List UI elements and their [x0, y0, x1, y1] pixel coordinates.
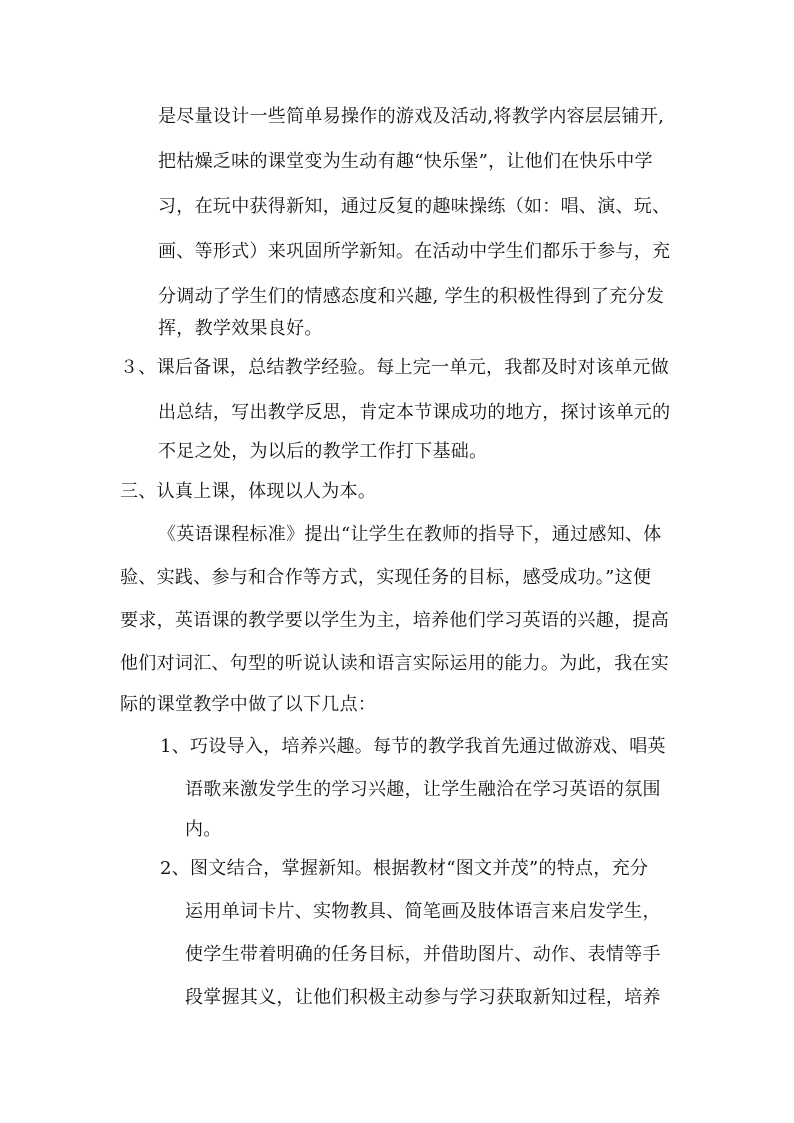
paragraph-line-3: 习，在玩中获得新知，通过反复的趣味操练（如：唱、演、玩、	[158, 196, 671, 217]
quote-paragraph-line-5: 际的课堂教学中做了以下几点：	[120, 694, 377, 715]
list-item-3-line-1: ３、课后备课，总结教学经验。每上完一单元，我都及时对该单元做	[120, 357, 669, 378]
paragraph-line-2: 把枯燥乏味的课堂变为生动有趣“快乐堡”，让他们在快乐中学	[158, 151, 653, 172]
list-item-2-line-1: 2、图文结合，掌握新知。根据教材“图文并茂”的特点，充分	[160, 858, 649, 879]
quote-paragraph-line-1: 《英语课程标准》提出“让学生在教师的指导下，通过感知、体	[158, 524, 662, 545]
list-item-3-line-3: 不足之处，为以后的教学工作打下基础。	[158, 441, 488, 462]
paragraph-line-5: 分调动了学生们的情感态度和兴趣, 学生的积极性得到了充分发	[158, 286, 665, 307]
quote-paragraph-line-4: 他们对词汇、句型的听说认读和语言实际运用的能力。为此，我在实	[120, 653, 669, 674]
paragraph-line-1: 是尽量设计一些简单易操作的游戏及活动,将教学内容层层铺开,	[158, 106, 665, 127]
list-item-2-line-2: 运用单词卡片、实物教具、简笔画及肢体语言来启发学生，	[185, 901, 661, 922]
quote-paragraph-line-3: 要求，英语课的教学要以学生为主，培养他们学习英语的兴趣，提高	[120, 610, 669, 631]
list-item-2-line-3: 使学生带着明确的任务目标，并借助图片、动作、表情等手	[185, 944, 661, 965]
paragraph-line-4: 画、等形式）来巩固所学新知。在活动中学生们都乐于参与，充	[158, 241, 671, 262]
section-heading-3: 三、认真上课，体现以人为本。	[120, 481, 377, 502]
list-item-2-line-4: 段掌握其义，让他们积极主动参与学习获取新知过程，培养	[185, 987, 661, 1008]
list-item-1-line-3: 内。	[185, 819, 222, 840]
quote-paragraph-line-2: 验、实践、参与和合作等方式，实现任务的目标，感受成功。”这便	[120, 567, 652, 588]
list-item-3-line-2: 出总结，写出教学反思，肯定本节课成功的地方，探讨该单元的	[158, 402, 671, 423]
list-item-1-line-2: 语歌来激发学生的学习兴趣，让学生融洽在学习英语的氛围	[185, 779, 661, 800]
list-item-1-line-1: 1、巧设导入，培养兴趣。每节的教学我首先通过做游戏、唱英	[160, 736, 666, 757]
paragraph-line-6: 挥，教学效果良好。	[158, 318, 323, 339]
